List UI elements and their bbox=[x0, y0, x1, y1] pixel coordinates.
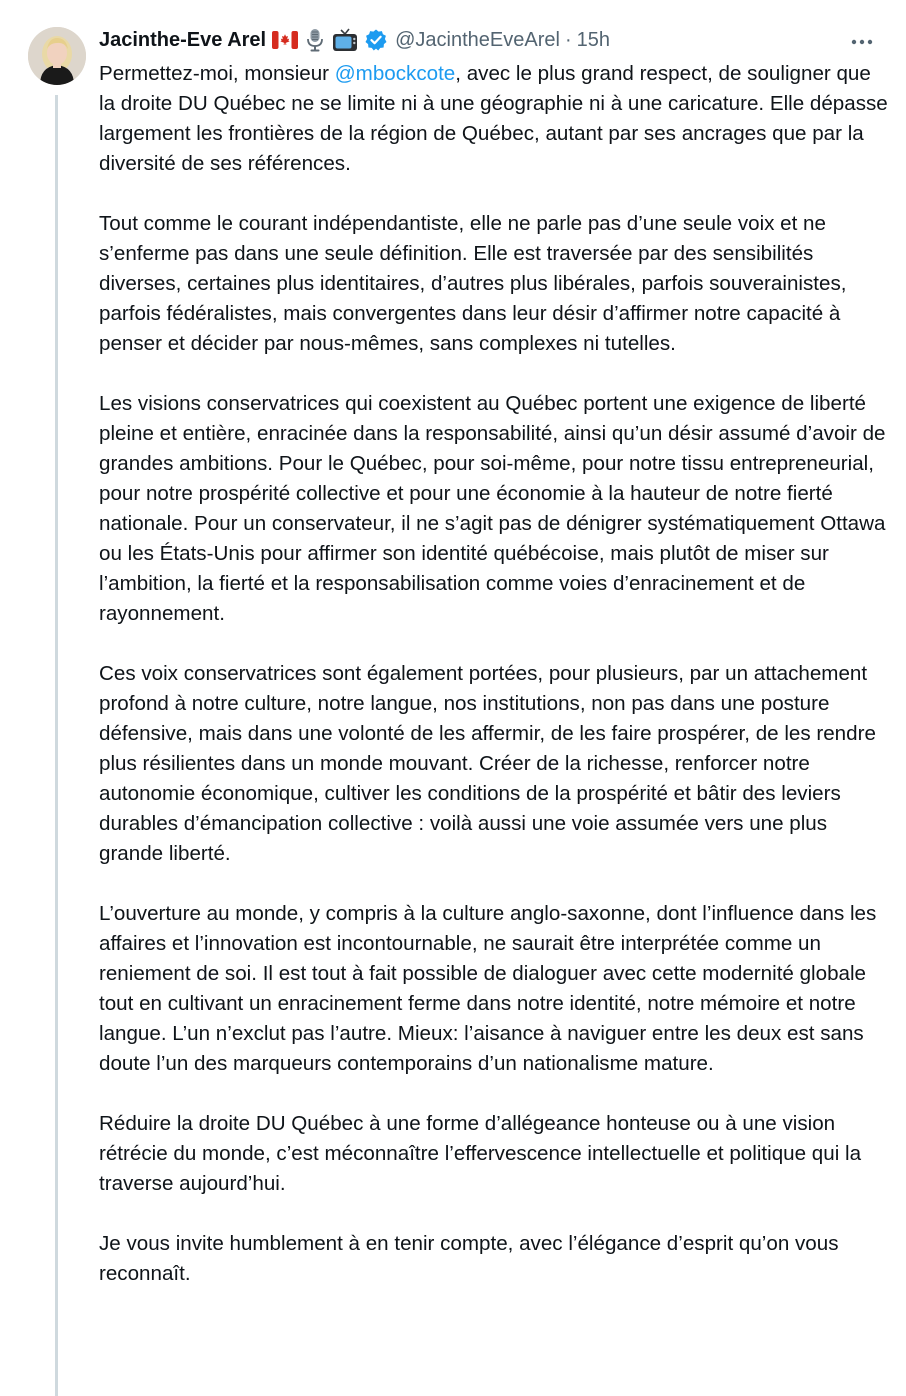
tweet-paragraph: Ces voix conservatrices sont également portées, pour plusieurs, par un attachement profond à notre culture, notre langue, nos institutions, non pas dans une posture défensive, mais dans une volonté de les affermir, de les faire prospérer, de les rendre plus résilientes dans un monde mouvant. Créer de la richesse, renforcer notre autonomie économique, cultiver les conditions de la prospérité et bâtir des leviers durables d’émancipation collective : voilà aussi une voie assumée vers une plus grande liberté. bbox=[99, 662, 876, 865]
avatar-photo bbox=[28, 27, 86, 85]
canada-flag-icon bbox=[272, 31, 298, 49]
television-icon bbox=[332, 28, 358, 52]
mention-link[interactable]: @mbockcote bbox=[334, 62, 456, 85]
tweet-paragraph bbox=[99, 59, 889, 179]
more-options-button[interactable] bbox=[848, 30, 876, 54]
thread-line bbox=[55, 95, 58, 1396]
tweet-paragraph: Tout comme le courant indépendantiste, elle ne parle pas d’une seule voix et ne s’enferme pas dans une seule définition. Elle est traversée par des sensibilités diverses, certaines plus identitaires, d’autres plus libérales, parfois souverainistes, parfois fédéralistes, mais convergentes dans leur désir d’affirmer notre capacité à penser et décider par nous-mêmes, sans complexes ni tutelles. bbox=[99, 212, 847, 355]
paragraph-text: Permettez-moi, monsieur bbox=[99, 62, 335, 85]
author-handle[interactable]: @JacintheEveArel bbox=[395, 29, 560, 51]
tweet-header bbox=[99, 26, 610, 54]
paragraph-text: , avec le plus grand respect, de souligner que la droite DU Québec ne se limite ni à une géographie ni à une caricature. Elle dépasse largement les frontières de la région de Québec, autant par ses ancrages que par la diversité de ses références. bbox=[99, 62, 888, 175]
tweet-paragraph: Réduire la droite DU Québec à une forme d’allégeance honteuse ou à une vision rétrécie du monde, c’est méconnaître l’effervescence intellectuelle et politique qui la traverse aujourd’hui. bbox=[99, 1112, 862, 1195]
time-separator: · bbox=[564, 29, 572, 51]
verified-badge-icon[interactable] bbox=[364, 28, 388, 52]
microphone-icon bbox=[304, 28, 326, 52]
tweet-timestamp[interactable]: 15h bbox=[576, 29, 610, 51]
avatar[interactable] bbox=[28, 27, 86, 85]
tweet-text bbox=[99, 59, 889, 1319]
tweet-paragraph: Les visions conservatrices qui coexistent au Québec portent une exigence de liberté pleine et entière, enracinée dans la responsabilité, ainsi qu’un désir assumé d’avoir de grandes ambitions. Pour le Québec, pour soi-même, pour notre tissu entrepreneurial, pour notre prospérité collective et pour une économie à la hauteur de notre fierté nationale. Pour un conservateur, il ne s’agit pas de dénigrer systématiquement Ottawa ou les États-Unis pour affirmer son identité québécoise, mais plutôt de miser sur l’ambition, la fierté et la responsabilisation comme voies d’enracinement et de rayonnement. bbox=[99, 392, 886, 625]
more-horizontal-icon bbox=[848, 30, 876, 54]
tweet-paragraph: Je vous invite humblement à en tenir compte, avec l’élégance d’esprit qu’on vous reconnaît. bbox=[99, 1232, 839, 1285]
author-display-name[interactable]: Jacinthe-Eve Arel bbox=[99, 29, 267, 51]
tweet-paragraph: L’ouverture au monde, y compris à la culture anglo-saxonne, dont l’influence dans les affaires et l’innovation est incontournable, ne saurait être interprétée comme un reniement de soi. Il est tout à fait possible de dialoguer avec cette modernité globale tout en cultivant un enracinement ferme dans notre identité, notre mémoire et notre langue. L’un n’exclut pas l’autre. Mieux: l’aisance à naviguer entre les deux est sans doute l’un des marqueurs contemporains d’un nationalisme mature. bbox=[99, 902, 877, 1075]
